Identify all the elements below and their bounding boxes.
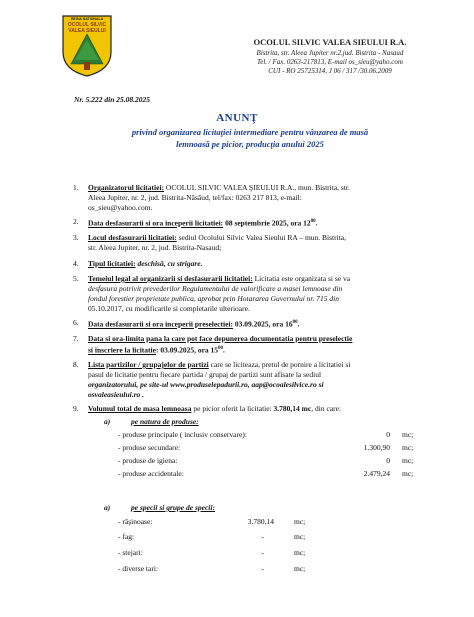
section-a-row-unit: mc; — [402, 469, 414, 478]
logo-text-mid: OCOLUL SILVIC — [67, 22, 107, 28]
item-text: Licitatia este organizata si se va — [252, 274, 351, 283]
item-text-line3: fondul forestier proprietate publica, aprobat prin Hotararea Guvernului nr. 715 din — [88, 294, 339, 303]
item-number: 1. — [73, 183, 79, 192]
item-text-line2: pasul de licitatie pentru fiecare partida / grupaj de partizi sunt afisate la sediul — [88, 370, 322, 379]
item-number: 4. — [73, 259, 79, 268]
section-b-row-label: - stejari: — [118, 548, 143, 557]
list-item-lots — [88, 360, 456, 400]
list-item-volume — [88, 404, 456, 414]
section-b-heading: pe specii si grupe de specii: — [131, 503, 215, 512]
item-text: : 03.09.2025, ora 15 — [155, 345, 219, 355]
section-b-row-unit: mc; — [294, 548, 306, 557]
section-b-row-value: 3.780,14 — [247, 517, 274, 526]
list-item-location — [88, 233, 456, 253]
item-number: 2. — [73, 217, 79, 226]
section-a-letter: a) — [104, 417, 111, 426]
item-text-line3: os_sieu@yahoo.com. — [88, 203, 153, 212]
item-text-line4: osvaleasieului.ro . — [88, 390, 145, 399]
item-total-volume: 3.780,14 mc — [273, 404, 312, 413]
reference-number: Nr. 5.222 din 25.08.2025 — [74, 95, 151, 104]
item-label: Volumul total de masa lemnoasa — [88, 404, 192, 413]
item-number: 8. — [73, 360, 79, 369]
document-subtitle-line1: privind organizarea licitaţiei intermediare pentru vânzarea de masă — [131, 127, 369, 137]
item-label: Data desfasurarii si ora inceperii preselectiei: — [88, 319, 234, 329]
item-text: sediul Ocolului Silvic Valea Sieului RA – mun. Bistrita, — [176, 233, 346, 242]
section-a-heading: pe natura de produse: — [131, 417, 199, 426]
item-number: 9. — [73, 404, 79, 413]
organization-cui: CUI - RO 25725314, J 06 / 317 /30.06.2009 — [268, 67, 392, 75]
list-item-auction-date — [88, 217, 456, 229]
section-a-row-label: - produse secundare: — [118, 443, 181, 452]
section-a-row-value: 2.479,24 — [363, 469, 390, 478]
organization-name: OCOLUL SILVIC VALEA SIEULUI R.A. — [253, 37, 407, 47]
item-text: care se liciteaza, pretul de pornire a licitatiei si — [208, 360, 351, 369]
section-b-letter: a) — [104, 503, 111, 512]
organization-logo — [61, 14, 113, 78]
section-a-row-value: 0 — [386, 430, 390, 439]
logo-text-top: REGIA NATIONALA — [70, 17, 104, 21]
item-sup: 00 — [292, 320, 298, 325]
item-text-line2: desfasura potrivit prevederilor Regulamentului de valorificare a masei lemnoase din — [88, 284, 343, 293]
item-text-line2: Aleea Jupiter, nr. 2, jud. Bistrita-Năsăud, tel/fax: 0263 217 813, e-mail: — [88, 193, 302, 202]
organization-address: Bistrita, str. Aleea Jupiter nr.2,jud. Bistrita - Nasaud — [256, 49, 404, 57]
item-text: 03.09.2025, ora 16 — [233, 319, 293, 329]
section-b-row-value: - — [261, 548, 264, 557]
item-label: Data desfasurarii si ora inceperii licitatiei: — [88, 218, 224, 228]
item-end: . — [297, 319, 300, 329]
section-b-row-value: - — [261, 532, 264, 541]
list-item-preselection-date — [88, 318, 456, 330]
item-end: . — [223, 345, 225, 355]
item-text-line3: organizatorului, pe site-ul www.produselepadurii.ro, aap@ocoalesilvice.ro si — [88, 380, 324, 389]
section-b-row-label: - fag: — [118, 532, 135, 541]
section-b-row-value: - — [261, 564, 264, 573]
list-item-organizer — [88, 183, 456, 213]
item-number: 6. — [73, 318, 79, 327]
item-label: Locul desfasurarii licitatiei: — [88, 233, 177, 242]
item-text: 08 septembrie 2025, ora 12 — [223, 218, 311, 228]
section-b-row-unit: mc; — [294, 517, 306, 526]
section-b-row-unit: mc; — [294, 564, 306, 573]
section-a-row-value: 0 — [386, 456, 390, 465]
section-b-row-label: - răşinoase: — [118, 517, 153, 526]
item-number: 3. — [73, 233, 79, 242]
item-text: OCOLUL SILVIC VALEA ŞIEULUI R.A., mun. Bistrita, str. — [164, 183, 350, 192]
item-number: 7. — [73, 334, 79, 343]
section-a-row-unit: mc; — [402, 456, 414, 465]
item-text: pe picior oferit la licitatie: — [191, 404, 274, 413]
item-label: Lista partizilor / grupajelor de partizi — [88, 360, 209, 369]
item-end: . — [315, 218, 318, 228]
section-a-row-label: - produse principale ( inclusiv conservare): — [118, 430, 247, 439]
list-item-auction-type — [88, 259, 456, 269]
list-item-deadline — [88, 334, 456, 356]
logo-text-bot: VALEA SIEULUI — [68, 28, 106, 34]
section-a-row-unit: mc; — [402, 430, 414, 439]
item-label: Data si ora-limita pana la care pot face depunerea documentatia pentru preselectie — [88, 334, 353, 343]
item-label-line2: si inscriere la licitatie — [88, 345, 156, 355]
section-a-row-unit: mc; — [402, 443, 414, 452]
item-label: Organizatorul licitatiei: — [88, 183, 165, 192]
section-b-row-unit: mc; — [294, 532, 306, 541]
item-sup: 00 — [218, 346, 224, 351]
section-a-row-label: - produse de igiena: — [118, 456, 178, 465]
item-end: , din care: — [311, 404, 342, 413]
item-text-line4: 05.10.2017, cu modificarile si completarile ulterioare. — [88, 304, 250, 313]
item-text: deschisă, cu strigare. — [135, 259, 203, 268]
section-a-row-label: - produse accidentale: — [118, 469, 184, 478]
item-text-line2: str. Aleea Jupiter, nr. 2, jud. Bistrita-Nasaud; — [88, 243, 222, 252]
list-item-legal-basis — [88, 274, 456, 314]
document-subtitle-line2: lemnoasă pe picior, producţia anului 2025 — [176, 139, 324, 149]
item-label: Temeiul legal al organizarii si desfasurarii licitatiei: — [88, 274, 253, 283]
item-number: 5. — [73, 274, 79, 283]
organization-contact: Tel. / Fax. 0263-217813, E-mail os_sieu@yaho.com — [257, 58, 403, 66]
document-title: ANUNŢ — [216, 112, 258, 124]
item-sup: 00 — [310, 219, 316, 224]
item-label: Tipul licitatiei: — [88, 259, 136, 268]
section-b-row-label: - diverse tari: — [118, 564, 158, 573]
section-a-row-value: 1.300,90 — [363, 443, 390, 452]
